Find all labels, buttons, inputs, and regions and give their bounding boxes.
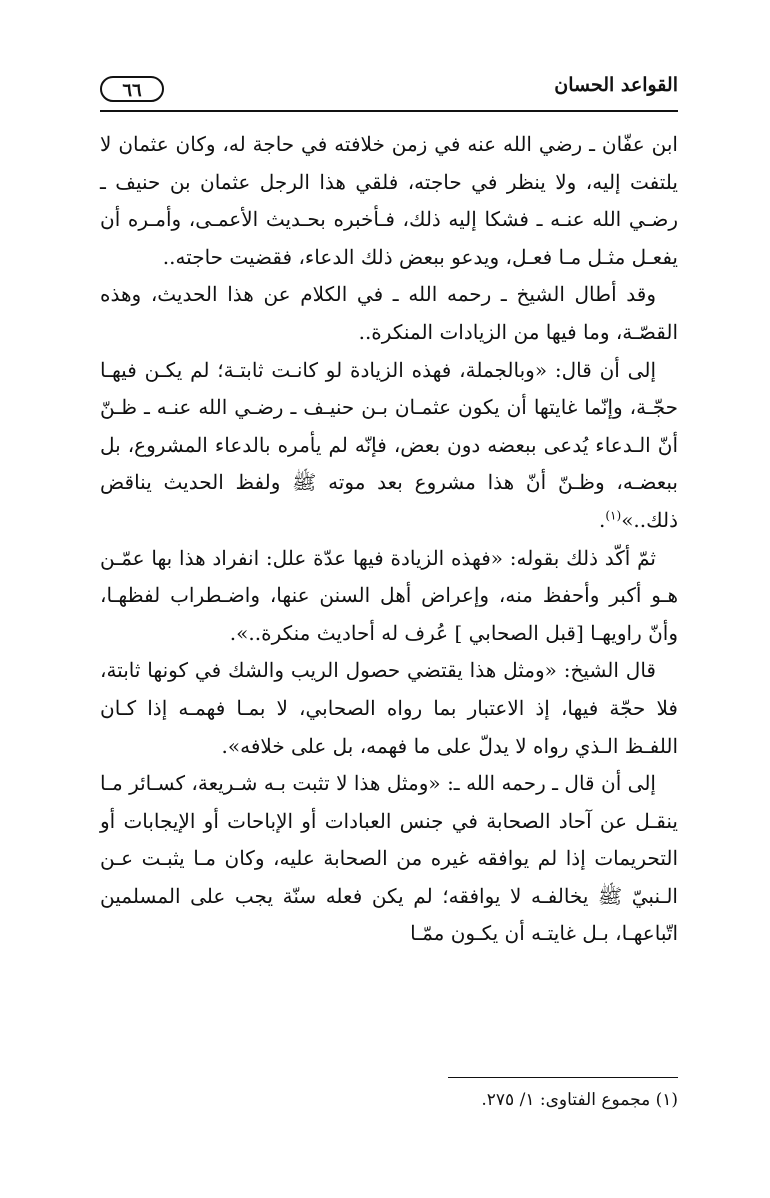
paragraph: وقد أطال الشيخ ـ رحمه الله ـ في الكلام عن هذا الحديث، وهذه القصّـة، وما فيها من الزيادات المنكرة.. [100, 282, 678, 344]
paragraph: ابن عفّان ـ رضي الله عنه في زمن خلافته في حاجة له، وكان عثمان لا يلتفت إليه، ولا ينظر في حاجته، فلقي هذا الرجل عثمان بن حنيف ـ رضـي الله عنـه ـ فشكا إليه ذلك، فـأخبره بحـديث الأعمـى، وأمـره أن يفعـل مثـل مـا فعـل، ويدعو ببعض ذلك الدعاء، فقضيت حاجته.. [100, 132, 678, 269]
header-divider [100, 110, 678, 112]
footnote: (١) مجموع الفتاوى: ١/ ٢٧٥. [481, 1090, 678, 1110]
paragraph-text: إلى أن قال: «وبالجملة، فهذه الزيادة لو كانـت ثابتـة؛ لم يكـن فيهـا حجّـة، وإنّما غايتها أن يكون عثمـان بـن حنيـف ـ رضـي الله عنـه ـ ظـنّ أنّ الـدعاء يُدعى ببعضه دون بعض، فإنّه لم يأمره بالدعاء المشروع، بل ببعضـه، وظـنّ أنّ هذا مشروع بعد موته ﷺ ولفظ الحديث يناقض ذلك..» [100, 357, 678, 532]
paragraph: إلى أن قال ـ رحمه الله ـ: «ومثل هذا لا تثبت بـه شـريعة، كسـائر مـا ينقـل عن آحاد الصحابة في جنس العبادات أو الإباحات أو الإيجابات أو التحريمات إذا لم يوافقه غيره من الصحابة عليه، وكان مـا يثبـت عـن الـنبيّ ﷺ يخالفـه لا يوافقه؛ لم يكن فعله سنّة يجب على المسلمين اتّباعهـا، بـل غايتـه أن يكـون ممّـا [100, 771, 678, 946]
footnote-divider [448, 1077, 678, 1078]
footnote-marker: (١) [605, 508, 622, 523]
paragraph: ثمّ أكّد ذلك بقوله: «فهذه الزيادة فيها عدّة علل: انفراد هذا بها عمّـن هـو أكبر وأحفظ منه، وإعراض أهل السنن عنها، واضـطراب لفظهـا، وأنّ راويهـا [قبل الصحابي ] عُرف له أحاديث منكرة..». [100, 545, 678, 645]
running-title: القواعد الحسان [554, 74, 678, 96]
paragraph: قال الشيخ: «ومثل هذا يقتضي حصول الريب والشك في كونها ثابتة، فلا حجّة فيها، إذ الاعتبار بما رواه الصحابي، لا بمـا فهمـه إذا كـان اللفـظ الـذي رواه لا يدلّ على ما فهمه، بل على خلافه». [100, 658, 678, 758]
main-text [100, 126, 678, 953]
paragraph: إلى أن قال: «وبالجملة، فهذه الزيادة لو كانـت ثابتـة؛ لم يكـن فيهـا حجّـة، وإنّما غايتها أن يكون عثمـان بـن حنيـف ـ رضـي الله عنـه ـ ظـنّ أنّ الـدعاء يُدعى ببعضه دون بعض، فإنّه لم يأمره بالدعاء المشروع، بل ببعضـه، وظـنّ أنّ هذا مشروع بعد موته ﷺ ولفظ الحديث يناقض ذلك..»$^{(١)}$. [100, 357, 678, 532]
page-header [100, 72, 678, 108]
page-number: ٦٦ [100, 76, 164, 102]
